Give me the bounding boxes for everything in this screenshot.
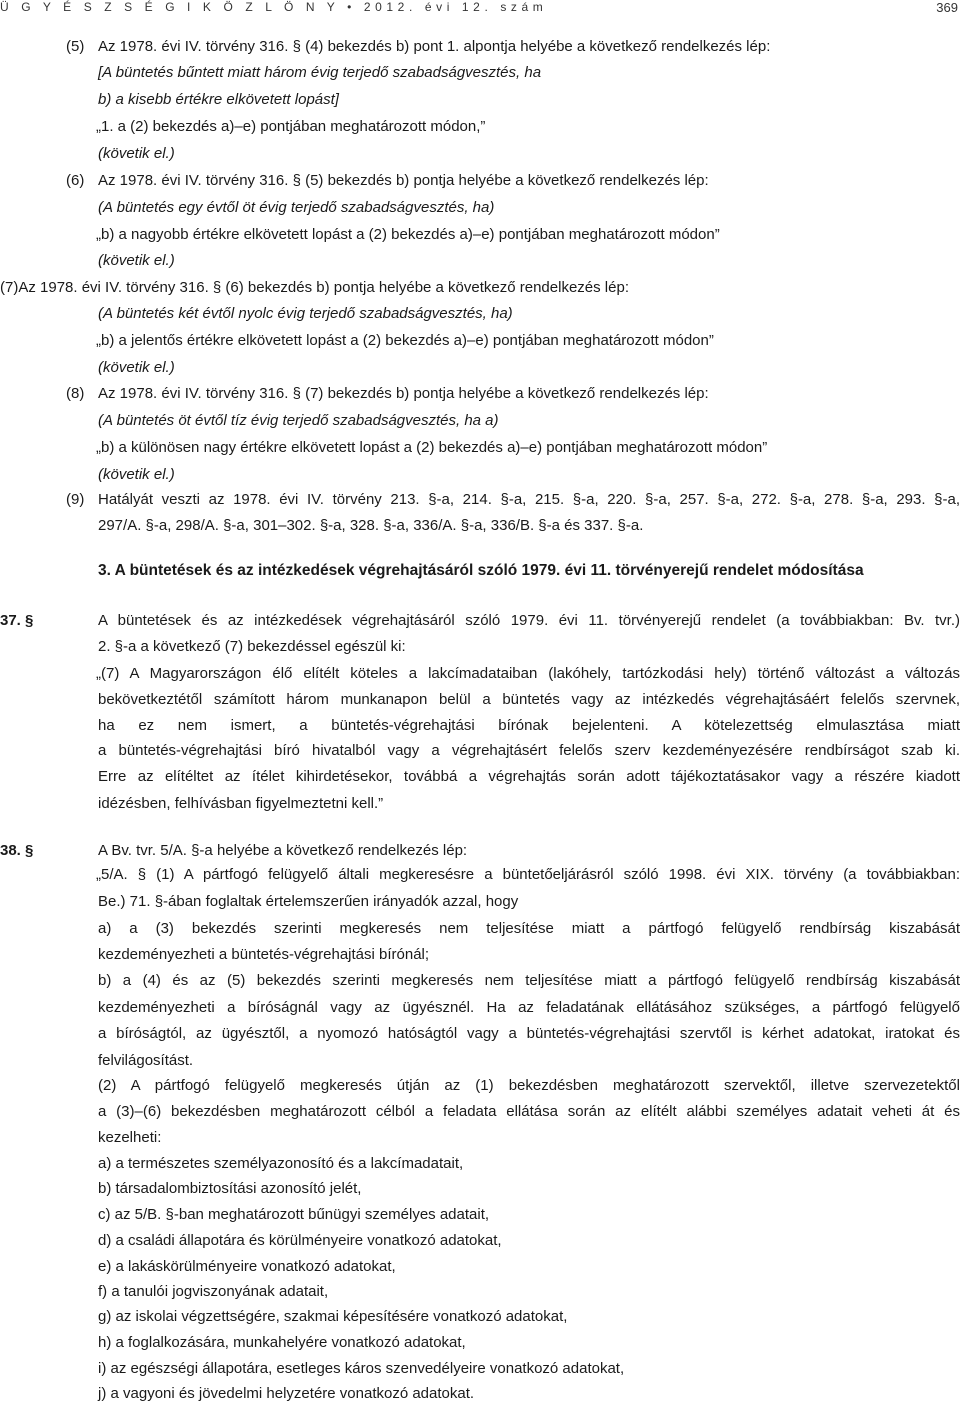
amendment-text: Az 1978. évi IV. törvény 316. § (7) bekezdés b) pontja helyébe a következő rendelkezés lép: (98, 385, 709, 402)
item-number: (6) (66, 172, 85, 189)
journal-title: Ü G Y É S Z S É G I K Ö Z L Ö N Y • 2012. évi 12. szám (0, 0, 548, 14)
paragraph-line: „5/A. § (1) A pártfogó felügyelő általi megkeresésre a büntetőeljárásról szóló 1998. évi XIX. törvény (a továbbiakban: (96, 866, 960, 883)
amendment-quote: (követik el.) (98, 466, 175, 483)
paragraph-line: bekövetkeztétől számított három munkanapon belül a büntetés vagy az intézkedés végrehajtásáért felelős szervnek, (98, 691, 960, 708)
paragraph-label: 38. § (0, 842, 34, 859)
paragraph-line: Be.) 71. §-ában foglaltak értelemszerűen irányadók azzal, hogy (98, 893, 519, 910)
amendment-text: Az 1978. évi IV. törvény 316. § (5) bekezdés b) pontja helyébe a következő rendelkezés lép: (98, 172, 709, 189)
paragraph-line: Erre az elítéltet az ítélet kihirdetésekor, továbbá a végrehajtás során adott tájékoztatásakor vagy a részére kiadott (98, 768, 960, 785)
amendment-6 (66, 172, 709, 189)
paragraph-label: 37. § (0, 612, 34, 629)
paragraph-line: ha ez nem ismert, a büntetés-végrehajtási bírónak bejelenteni. A kötelezettség elmulasztása miatt (98, 717, 960, 734)
paragraph-line: A büntetések és az intézkedések végrehajtásáról szóló 1979. évi 11. törvényerejű rendelet (a továbbiakban: Bv. tvr.) (98, 612, 960, 629)
page-header (0, 0, 960, 22)
paragraph-line: 2. §-a a következő (7) bekezdéssel egészül ki: (98, 638, 406, 655)
section-title: 3. A büntetések és az intézkedések végrehajtásáról szóló 1979. évi 11. törvényerejű rendelet módosítása (98, 562, 864, 579)
amendment-quote: (A büntetés két évtől nyolc évig terjedő szabadságvesztés, ha) (98, 305, 513, 322)
paragraph-line: a (3)–(6) bekezdésben meghatározott célból a feladata ellátása során az elítélt alábbi személyes adatait veheti át és (98, 1103, 960, 1120)
item-number: (9) (66, 491, 85, 508)
paragraph-line: idézésben, felhívásban figyelmeztetni kell.” (98, 795, 384, 812)
paragraph-line: f) a tanulói jogviszonyának adatait, (98, 1283, 329, 1300)
paragraph-line: (2) A pártfogó felügyelő megkeresés útján az (1) bekezdésben meghatározott szervektől, illetve szervezetektől (98, 1077, 960, 1094)
amendment-provision: „b) a jelentős értékre elkövetett lopást a (2) bekezdés a)–e) pontjában meghatározott módon” (96, 332, 714, 349)
amendment-quote: (követik el.) (98, 145, 175, 162)
amendment-7: (7)Az 1978. évi IV. törvény 316. § (6) bekezdés b) pontja helyébe a következő rendelkezés lép: (0, 279, 629, 296)
repeal-9 (66, 491, 98, 508)
item-number: (5) (66, 38, 85, 55)
amendment-quote: (A büntetés öt évtől tíz évig terjedő szabadságvesztés, ha a) (98, 412, 499, 429)
paragraph-line: kezdeményezheti a büntetés-végrehajtási bírónál; (98, 946, 430, 963)
paragraph-line: a) a (3) bekezdés szerinti megkeresés nem teljesítése miatt a pártfogó felügyelő rendbírság kiszabását (98, 920, 960, 937)
paragraph-line: kezelheti: (98, 1129, 162, 1146)
amendment-5 (66, 38, 770, 55)
amendment-8 (66, 385, 709, 402)
amendment-quote: b) a kisebb értékre elkövetett lopást] (98, 91, 339, 108)
paragraph-line: g) az iskolai végzettségére, szakmai képesítésére vonatkozó adatokat, (98, 1308, 568, 1325)
paragraph-line: c) az 5/B. §-ban meghatározott bűnügyi személyes adatait, (98, 1206, 490, 1223)
amendment-quote: (követik el.) (98, 359, 175, 376)
paragraph-line: felvilágosítást. (98, 1052, 194, 1069)
paragraph-line: A Bv. tvr. 5/A. §-a helyébe a következő rendelkezés lép: (98, 842, 468, 859)
paragraph-line: a bíróságtól, az ügyésztől, a nyomozó hatóságtól vagy a büntetés-végrehajtási szervtől is kérhet adatokat, iratokat és (98, 1025, 960, 1042)
paragraph-line: b) a (4) és az (5) bekezdés szerinti megkeresés nem teljesítése miatt a pártfogó felügyelő rendbírság kiszabását (98, 972, 960, 989)
paragraph-line: „(7) A Magyarországon élő elítélt köteles a lakcímadataiban (lakóhely, tartózkodási hely) történő változást a változás (96, 665, 960, 682)
repeal-text: 297/A. §-a, 298/A. §-a, 301–302. §-a, 328. §-a, 336/A. §-a, 336/B. §-a és 337. §-a. (98, 517, 644, 534)
paragraph-line: kezdeményezheti a bíróságnál vagy az ügyésznél. Ha az feladatának ellátásához szükséges, a pártfogó felügyelő (98, 999, 960, 1016)
paragraph-line: d) a családi állapotára és körülményeire vonatkozó adatokat, (98, 1232, 502, 1249)
page-number: 369 (936, 0, 958, 15)
paragraph-line: e) a lakáskörülményeire vonatkozó adatokat, (98, 1258, 396, 1275)
paragraph-line: j) a vagyoni és jövedelmi helyzetére vonatkozó adatokat. (98, 1385, 475, 1402)
paragraph-line: b) társadalombiztosítási azonosító jelét, (98, 1180, 362, 1197)
paragraph-line: h) a foglalkozására, munkahelyére vonatkozó adatokat, (98, 1334, 466, 1351)
item-number: (8) (66, 385, 85, 402)
repeal-text: Hatályát veszti az 1978. évi IV. törvény 213. §-a, 214. §-a, 215. §-a, 220. §-a, 257. §-a, 272. §-a, 278. §-a, 293. §-a, (98, 491, 960, 508)
amendment-provision: „b) a nagyobb értékre elkövetett lopást a (2) bekezdés a)–e) pontjában meghatározott módon” (96, 226, 720, 243)
amendment-quote: (A büntetés egy évtől öt évig terjedő szabadságvesztés, ha) (98, 199, 495, 216)
paragraph-line: a büntetés-végrehajtási bíró hivatalból vagy a végrehajtásért felelős szerv kezdeményezésére rendbírságot szab ki. (98, 742, 960, 759)
amendment-quote: [A büntetés bűntett miatt három évig terjedő szabadságvesztés, ha (98, 64, 542, 81)
amendment-provision: „b) a különösen nagy értékre elkövetett lopást a (2) bekezdés a)–e) pontjában meghatározott módon” (96, 439, 768, 456)
paragraph-line: a) a természetes személyazonosító és a lakcímadatait, (98, 1155, 464, 1172)
amendment-quote: (követik el.) (98, 252, 175, 269)
amendment-text: Az 1978. évi IV. törvény 316. § (4) bekezdés b) pont 1. alpontja helyébe a következő rendelkezés lép: (98, 38, 771, 55)
paragraph-line: i) az egészségi állapotára, esetleges káros szenvedélyeire vonatkozó adatokat, (98, 1360, 625, 1377)
amendment-provision: „1. a (2) bekezdés a)–e) pontjában meghatározott módon,” (96, 118, 486, 135)
